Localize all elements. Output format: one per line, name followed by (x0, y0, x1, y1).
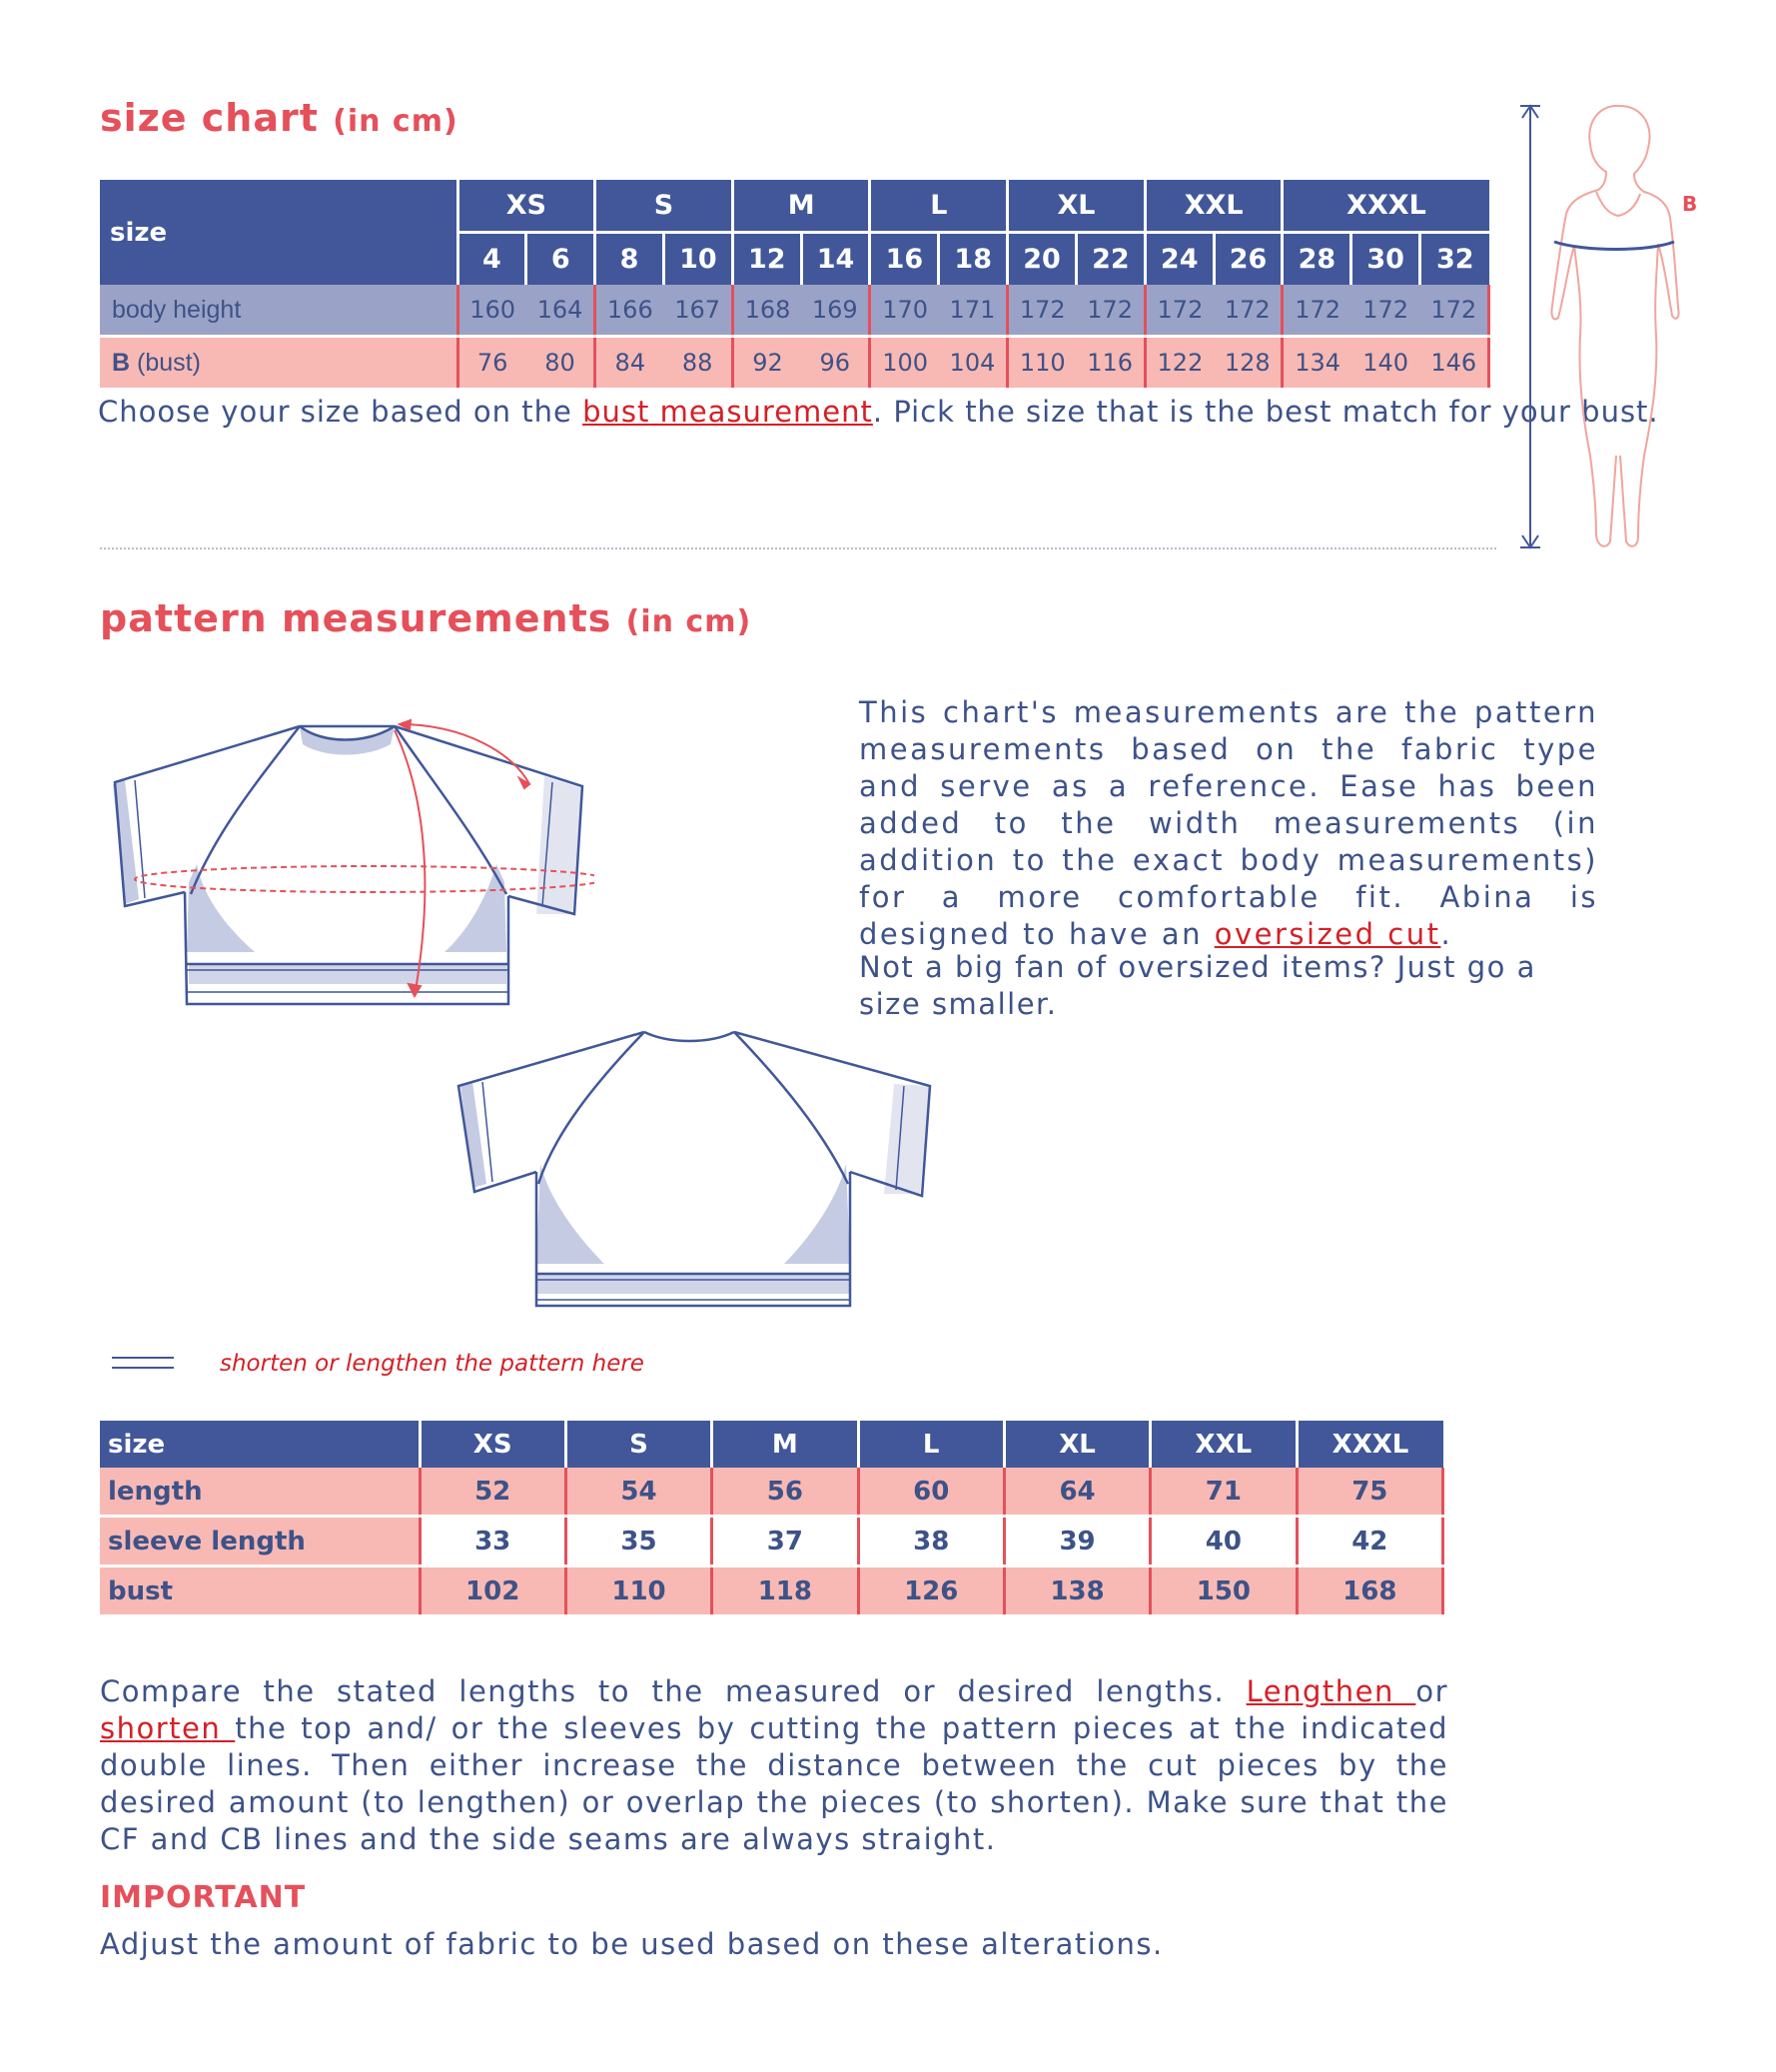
pattern-size-xxl: XXL (1151, 1421, 1297, 1468)
bust-value: 88 (663, 337, 732, 389)
bust-value: 116 (1076, 337, 1145, 389)
length-value: 56 (712, 1468, 858, 1517)
size-group-l: L (870, 180, 1008, 233)
pattern-description-2: Not a big fan of oversized items? Just go a size smaller. (859, 950, 1536, 1021)
bust-value: 122 (1145, 337, 1214, 389)
note-text-before: Choose your size based on the (98, 395, 583, 429)
size-number: 32 (1420, 233, 1489, 286)
size-number: 8 (595, 233, 664, 286)
body-height-value: 168 (732, 285, 801, 337)
body-height-value: 172 (1008, 285, 1077, 337)
section-divider (100, 547, 1496, 549)
pattern-title (100, 596, 751, 640)
pattern-size-xl: XL (1004, 1421, 1150, 1468)
size-number: 28 (1283, 233, 1351, 286)
bust-value: 134 (1283, 337, 1351, 389)
alterations-text-or: or (1415, 1674, 1449, 1708)
bust-value: 138 (1004, 1566, 1150, 1615)
lengthen-link[interactable]: Lengthen (1246, 1674, 1416, 1708)
pattern-size-s: S (565, 1421, 711, 1468)
alterations-text-2: the top and/ or the sleeves by cutting the pattern pieces at the indicated double lines. Then either increase the distance between the cut pieces by the desired amount (to lengthen) or overlap the pieces (to shorten). Make sure that the CF and CB lines and the side seams are always straight. (100, 1711, 1448, 1856)
bust-value: 110 (565, 1566, 711, 1615)
sleeve-length-value: 33 (420, 1517, 565, 1566)
body-height-label (100, 285, 457, 337)
sleeve-length-value: 38 (858, 1517, 1004, 1566)
sleeve-length-value: 42 (1297, 1517, 1442, 1566)
length-value: 52 (420, 1468, 565, 1517)
size-number: 10 (663, 233, 732, 286)
size-header-label: size (100, 180, 457, 285)
bust-value: 104 (939, 337, 1008, 389)
size-number: 30 (1351, 233, 1420, 286)
oversized-cut-link[interactable]: oversized cut (1214, 917, 1441, 951)
sleeve-length-value: 35 (565, 1517, 711, 1566)
length-value: 60 (858, 1468, 1004, 1517)
body-height-value: 172 (1145, 285, 1214, 337)
sleeve-length-value: 39 (1004, 1517, 1150, 1566)
size-number: 20 (1008, 233, 1077, 286)
pattern-description (859, 694, 1598, 953)
body-height-value: 172 (1420, 285, 1489, 337)
size-group-xxl: XXL (1145, 180, 1283, 233)
note-text-after: . Pick the size that is the best match for your bust. (872, 395, 1659, 429)
size-chart-unit: (in cm) (333, 104, 458, 139)
important-text: Adjust the amount of fabric to be used based on these alterations. (100, 1927, 1164, 1961)
pattern-title-text: pattern measurements (100, 596, 612, 640)
alterations-text-1: Compare the stated lengths to the measured or desired lengths. (100, 1674, 1247, 1708)
bust-value: 128 (1214, 337, 1283, 389)
bust-value: 102 (420, 1566, 565, 1615)
size-chart-title-text: size chart (100, 96, 319, 140)
bust-row-label: bust (100, 1566, 420, 1615)
pattern-desc-end: . (1440, 917, 1453, 951)
size-number: 12 (732, 233, 801, 286)
body-height-value: 164 (526, 285, 595, 337)
pattern-size-l: L (858, 1421, 1004, 1468)
bust-value: 76 (457, 337, 526, 389)
bust-value: 118 (712, 1566, 858, 1615)
legend-text: shorten or lengthen the pattern here (220, 1351, 644, 1377)
size-number: 4 (457, 233, 526, 286)
pattern-title-unit: (in cm) (625, 604, 752, 639)
bust-value: 150 (1151, 1566, 1297, 1615)
bust-value: 84 (595, 337, 664, 389)
size-number: 24 (1145, 233, 1214, 286)
pattern-size-xs: XS (420, 1421, 565, 1468)
pattern-size-header: size (100, 1421, 420, 1468)
length-label: length (100, 1468, 420, 1517)
size-group-xxxl: XXXL (1283, 180, 1489, 233)
body-height-label-text: body height (112, 295, 242, 324)
bust-value: 140 (1351, 337, 1420, 389)
woman-silhouette (1551, 106, 1678, 546)
bust-value: 80 (526, 337, 595, 389)
body-height-value: 160 (457, 285, 526, 337)
size-number: 14 (801, 233, 870, 286)
body-height-value: 166 (595, 285, 664, 337)
size-chart-note (98, 395, 1659, 429)
front-garment-illustration (105, 714, 594, 1014)
body-height-value: 172 (1214, 285, 1283, 337)
bust-label-text: (bust) (130, 348, 201, 377)
body-height-value: 172 (1283, 285, 1351, 337)
size-chart-title (100, 96, 458, 140)
size-number: 6 (526, 233, 595, 286)
body-height-value: 170 (870, 285, 939, 337)
bust-value: 96 (801, 337, 870, 389)
pattern-measurements-table (100, 1421, 1444, 1614)
bust-line (1554, 242, 1674, 250)
pattern-desc-text: This chart's measurements are the pattern measurements based on the fabric type and serve as a reference. Ease has been added to the width measurements (in addition to the exact body measurements) for a more comfortable fit. Abina is designed to have an (859, 695, 1598, 951)
sleeve-length-value: 40 (1151, 1517, 1297, 1566)
pattern-size-xxxl: XXXL (1297, 1421, 1442, 1468)
pattern-size-m: M (712, 1421, 858, 1468)
size-number: 22 (1076, 233, 1145, 286)
body-height-value: 171 (939, 285, 1008, 337)
bust-value: 126 (858, 1566, 1004, 1615)
size-number: 18 (939, 233, 1008, 286)
body-height-value: 172 (1351, 285, 1420, 337)
body-height-value: 167 (663, 285, 732, 337)
body-figure (1498, 96, 1698, 565)
length-value: 64 (1004, 1468, 1150, 1517)
shorten-link[interactable]: shorten (100, 1711, 236, 1745)
bust-label-bold: B (112, 348, 131, 377)
bust-value: 100 (870, 337, 939, 389)
body-height-value: 172 (1076, 285, 1145, 337)
important-heading: IMPORTANT (100, 1880, 307, 1915)
size-chart-table (100, 180, 1490, 388)
length-value: 75 (1297, 1468, 1442, 1517)
length-value: 71 (1151, 1468, 1297, 1517)
bust-value: 168 (1297, 1566, 1442, 1615)
bust-measurement-link[interactable]: bust measurement (582, 395, 873, 429)
bust-label (100, 337, 457, 389)
sleeve-length-label: sleeve length (100, 1517, 420, 1566)
bust-value: 146 (1420, 337, 1489, 389)
size-group-xl: XL (1008, 180, 1146, 233)
double-line-legend-icon (110, 1354, 176, 1374)
size-group-m: M (732, 180, 870, 233)
alterations-paragraph (100, 1673, 1448, 1858)
bust-value: 110 (1008, 337, 1077, 389)
bust-figure-label: B (1682, 192, 1698, 216)
body-height-value: 169 (801, 285, 870, 337)
size-number: 26 (1214, 233, 1283, 286)
bust-value: 92 (732, 337, 801, 389)
height-arrow (1520, 106, 1540, 547)
size-number: 16 (870, 233, 939, 286)
back-garment-illustration (454, 1024, 934, 1324)
size-group-xs: XS (457, 180, 595, 233)
size-group-s: S (595, 180, 733, 233)
length-value: 54 (565, 1468, 711, 1517)
sleeve-length-value: 37 (712, 1517, 858, 1566)
